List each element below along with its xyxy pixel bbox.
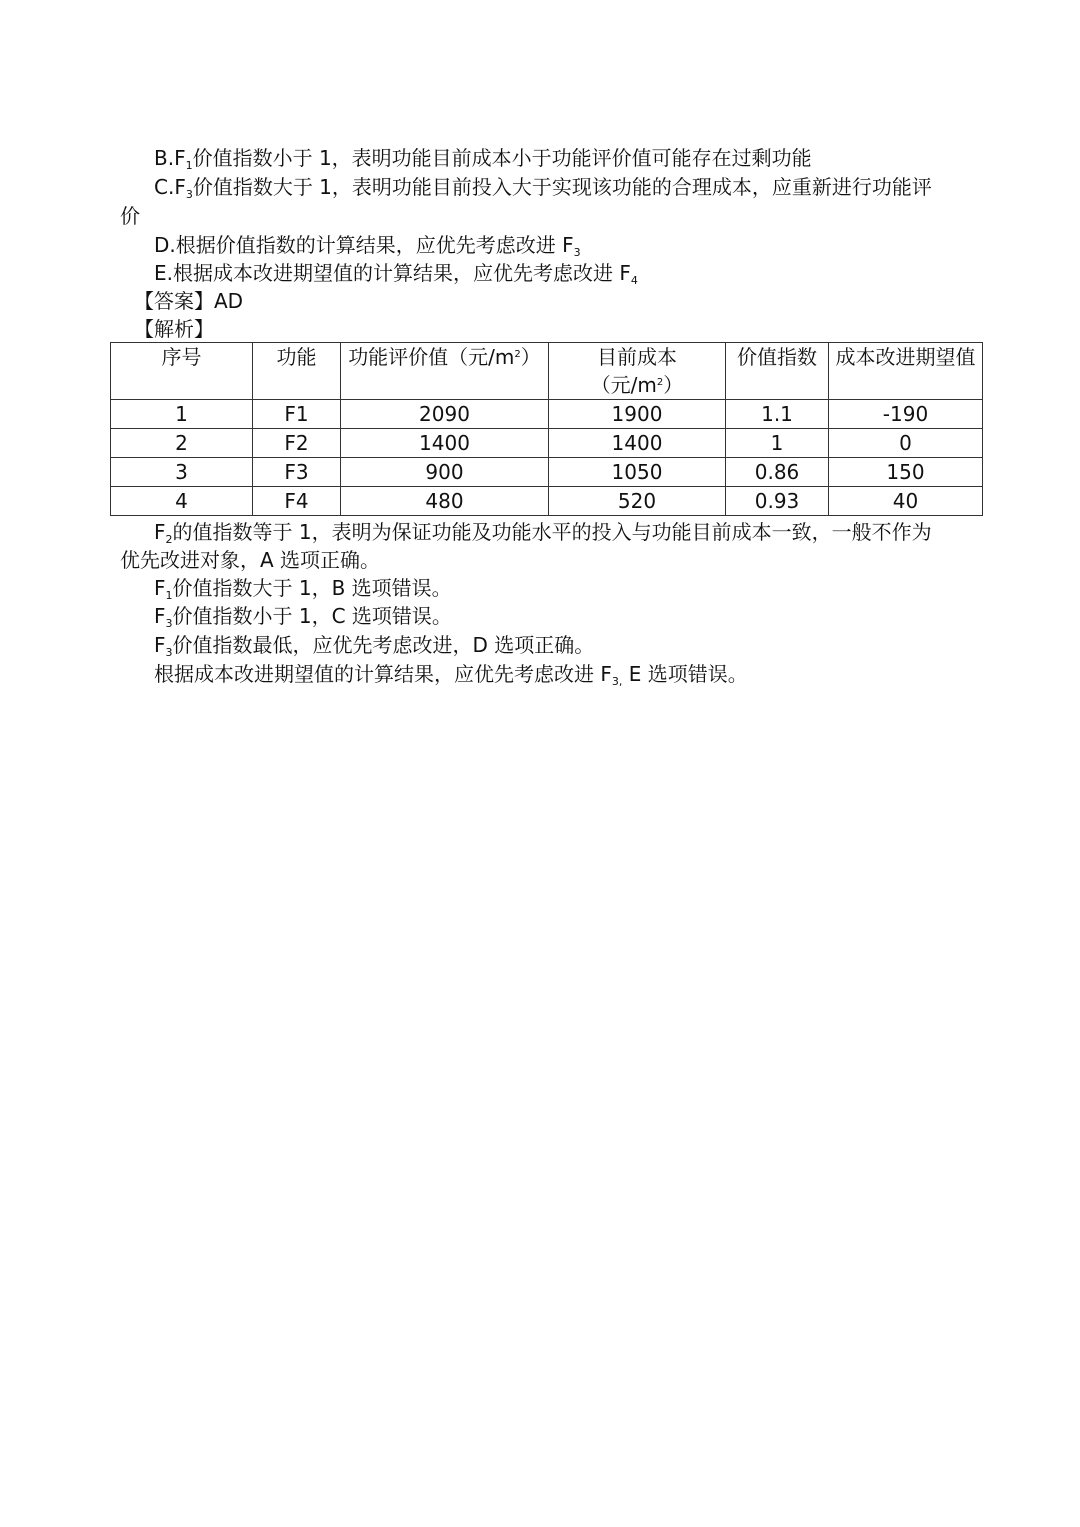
table-cell: 2090 (341, 400, 549, 429)
header-value-index: 价值指数 (726, 343, 829, 400)
option-e: E.根据成本改进期望值的计算结果，应优先考虑改进 $F_4$ (154, 261, 638, 287)
table-cell: 520 (549, 487, 726, 516)
table-cell: 1050 (549, 458, 726, 487)
table-cell: 1400 (549, 429, 726, 458)
option-c: $C.F_3$价值指数大于 1，表明功能目前投入大于实现该功能的合理成本，应重新进行功能评 (154, 175, 932, 201)
table-header-row (111, 343, 983, 400)
table-cell: 3 (111, 458, 253, 487)
option-c-continuation: 价 (120, 204, 140, 228)
analysis-paragraph-3: $F_3$价值指数小于 1，C 选项错误。 (154, 604, 452, 630)
table-row (111, 487, 983, 516)
header-current-cost: 目前成本（元$/m^2$） (549, 343, 726, 400)
analysis-paragraph-1-continuation: 优先改进对象，A 选项正确。 (120, 548, 381, 572)
option-d: D.根据价值指数的计算结果，应优先考虑改进 $F_3$ (154, 233, 581, 259)
header-cost-improvement: 成本改进期望值 (829, 343, 983, 400)
table-cell: F1 (253, 400, 341, 429)
analysis-paragraph-1: $F_2$的值指数等于 1，表明为保证功能及功能水平的投入与功能目前成本一致，一般不作为 (154, 520, 932, 546)
analysis-heading: 【解析】 (134, 317, 214, 341)
header-evaluation-value: 功能评价值（元$/m^2$） (341, 343, 549, 400)
table-cell: 0.93 (726, 487, 829, 516)
table-cell: 150 (829, 458, 983, 487)
table-cell: 4 (111, 487, 253, 516)
table-row (111, 429, 983, 458)
analysis-paragraph-5: 根据成本改进期望值的计算结果，应优先考虑改进 $F_{3,}$ E 选项错误。 (154, 662, 748, 688)
table-cell: 480 (341, 487, 549, 516)
answer-line: 【答案】AD (134, 289, 244, 313)
option-b: $B.F_1$价值指数小于 1，表明功能目前成本小于功能评价值可能存在过剩功能 (154, 146, 812, 172)
table-cell: 1 (726, 429, 829, 458)
table-cell: 40 (829, 487, 983, 516)
analysis-paragraph-4: $F_3$价值指数最低，应优先考虑改进，D 选项正确。 (154, 633, 595, 659)
header-index: 序号 (111, 343, 253, 400)
table-cell: F4 (253, 487, 341, 516)
table-cell: 1400 (341, 429, 549, 458)
table-cell: 1 (111, 400, 253, 429)
table-cell: 2 (111, 429, 253, 458)
table-cell: 0.86 (726, 458, 829, 487)
table-cell: F3 (253, 458, 341, 487)
table-cell: 900 (341, 458, 549, 487)
table-cell: F2 (253, 429, 341, 458)
header-function: 功能 (253, 343, 341, 400)
table-cell: -190 (829, 400, 983, 429)
table-row (111, 458, 983, 487)
table-cell: 1900 (549, 400, 726, 429)
table-cell: 1.1 (726, 400, 829, 429)
table-cell: 0 (829, 429, 983, 458)
value-analysis-table (110, 342, 983, 516)
table-row (111, 400, 983, 429)
analysis-paragraph-2: $F_1$价值指数大于 1，B 选项错误。 (154, 576, 452, 602)
